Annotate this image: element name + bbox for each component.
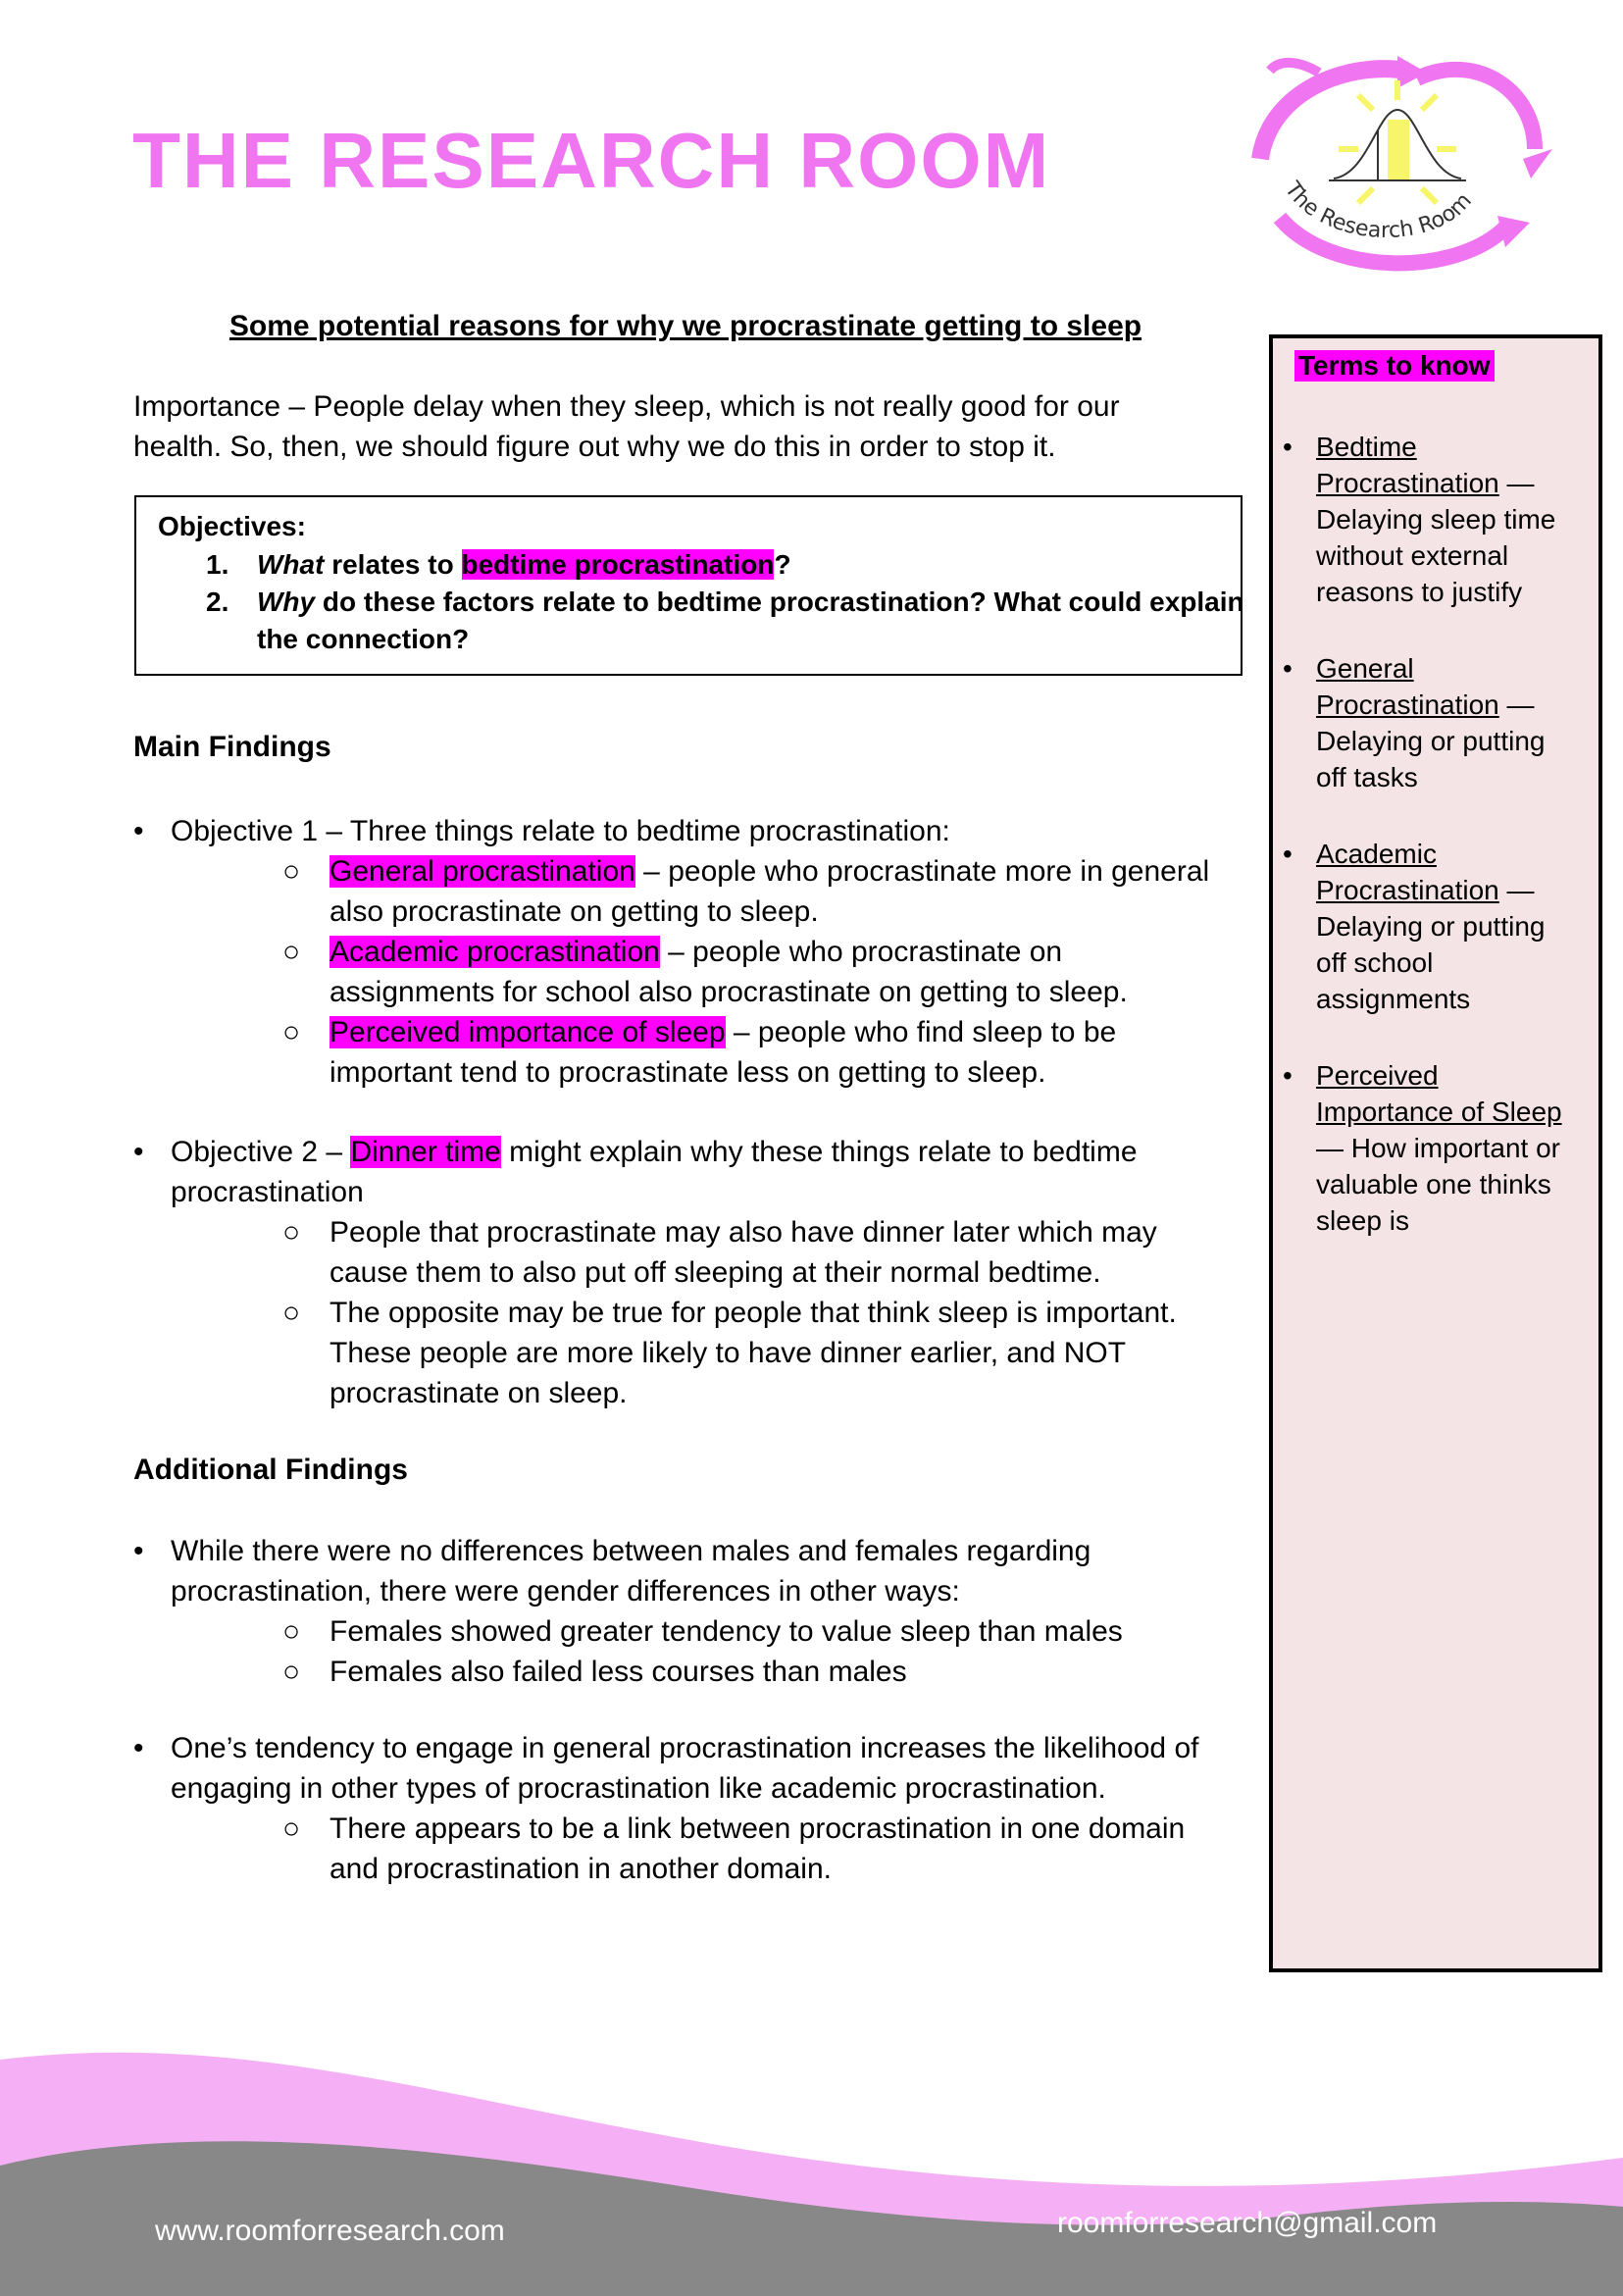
objective-text: relates to <box>324 549 462 580</box>
term-name: Perceived <box>1316 1060 1439 1091</box>
sub-bullet-text: The opposite may be true for people that think sleep is important. <box>330 1297 1177 1329</box>
sub-bullet-text: important tend to procrastinate less on getting to sleep. <box>330 1056 1046 1089</box>
sub-bullet-text: Females showed greater tendency to value sleep than males <box>330 1615 1123 1648</box>
sub-bullet-text: – people who procrastinate more in general <box>634 855 1210 888</box>
term-definition: off school <box>1316 947 1434 978</box>
bullet-text: procrastination, there were gender differences in other ways: <box>171 1575 960 1607</box>
main-findings-heading: Main Findings <box>133 731 331 763</box>
highlight-term: Perceived importance of sleep <box>330 1016 726 1048</box>
term-definition: sleep is <box>1316 1205 1409 1236</box>
highlight-term: bedtime procrastination <box>461 549 775 580</box>
highlight-term: Academic procrastination <box>330 936 660 968</box>
term-definition: Delaying or putting <box>1316 726 1546 756</box>
sub-bullet-text: These people are more likely to have dinner earlier, and NOT <box>330 1337 1127 1369</box>
sub-bullet-marker: ○ <box>282 1615 301 1648</box>
footer-website-link[interactable]: www.roomforresearch.com <box>155 2215 505 2247</box>
sub-bullet-text: also procrastinate on getting to sleep. <box>330 895 819 928</box>
sub-bullet-marker: ○ <box>282 1656 301 1688</box>
objective-text: do these factors relate to bedtime procrastination? What could explain <box>315 587 1244 617</box>
objective-number: 1. <box>206 549 229 580</box>
terms-title: Terms to know <box>1294 350 1495 382</box>
objective-number: 2. <box>206 587 229 617</box>
term-name: Academic <box>1316 839 1437 869</box>
sub-bullet-marker: ○ <box>282 1297 301 1329</box>
highlight-term: Dinner time <box>350 1136 501 1168</box>
objective-lead: What <box>257 549 325 580</box>
sub-bullet-marker: ○ <box>282 1812 301 1845</box>
bullet-dot: • <box>1283 1060 1293 1091</box>
term-name: Bedtime <box>1316 432 1417 462</box>
highlight-term: General procrastination <box>330 855 635 888</box>
bullet-text: While there were no differences between males and females regarding <box>171 1535 1091 1567</box>
importance-line: health. So, then, we should figure out why we do this in order to stop it. <box>133 431 1056 463</box>
bullet-dot: • <box>133 815 144 847</box>
sub-bullet-text: and procrastination in another domain. <box>330 1853 832 1885</box>
bullet-text: procrastination <box>171 1176 364 1208</box>
term-dash: — <box>1498 875 1535 905</box>
research-room-logo <box>1241 51 1559 286</box>
footer-email-link[interactable]: roomforresearch@gmail.com <box>1057 2207 1438 2239</box>
sub-bullet-marker: ○ <box>282 1016 301 1048</box>
term-dash: — <box>1498 468 1535 498</box>
term-name: Procrastination <box>1316 468 1499 498</box>
term-definition: off tasks <box>1316 762 1418 792</box>
sub-bullet-text: People that procrastinate may also have dinner later which may <box>330 1216 1157 1249</box>
sub-bullet-text: – people who find sleep to be <box>725 1016 1117 1048</box>
sub-bullet-text: Females also failed less courses than males <box>330 1656 907 1688</box>
sub-bullet-marker: ○ <box>282 855 301 888</box>
bullet-dot: • <box>1283 839 1293 869</box>
sub-bullet-marker: ○ <box>282 936 301 968</box>
term-definition: reasons to justify <box>1316 577 1523 607</box>
term-dash: — <box>1498 689 1535 720</box>
bullet-dot: • <box>133 1732 144 1764</box>
brand-title: THE RESEARCH ROOM <box>132 117 1051 204</box>
importance-line: Importance – People delay when they sleep, which is not really good for our <box>133 390 1120 423</box>
term-name: Procrastination <box>1316 875 1499 905</box>
term-name: Importance of Sleep <box>1316 1097 1562 1127</box>
bullet-text: One’s tendency to engage in general procrastination increases the likelihood of <box>171 1732 1199 1764</box>
sub-bullet-text: There appears to be a link between procrastination in one domain <box>330 1812 1186 1845</box>
bullet-text: might explain why these things relate to bedtime <box>500 1136 1138 1168</box>
bullet-dot: • <box>1283 432 1293 462</box>
footer-wave <box>0 2040 1623 2296</box>
importance-paragraph <box>133 386 1232 467</box>
terms-sidebar <box>1269 334 1602 1972</box>
sub-bullet-marker: ○ <box>282 1216 301 1249</box>
objectives-box <box>134 495 1243 676</box>
term-definition: Delaying or putting <box>1316 911 1546 942</box>
additional-findings-heading: Additional Findings <box>133 1454 408 1486</box>
sub-bullet-text: – people who procrastinate on <box>659 936 1063 968</box>
bullet-text: Objective 1 – Three things relate to bedtime procrastination: <box>171 815 950 847</box>
bullet-text: engaging in other types of procrastination like academic procrastination. <box>171 1772 1106 1805</box>
bullet-dot: • <box>133 1136 144 1168</box>
document-title: Some potential reasons for why we procrastinate getting to sleep <box>228 310 1142 342</box>
sub-bullet-text: cause them to also put off sleeping at their normal bedtime. <box>330 1256 1101 1289</box>
term-definition: — How important or <box>1316 1133 1560 1163</box>
term-definition: without external <box>1316 540 1509 571</box>
objectives-heading: Objectives: <box>158 511 306 541</box>
logo-text: The Research Room <box>1279 178 1477 244</box>
sub-bullet-text: assignments for school also procrastinate on getting to sleep. <box>330 976 1128 1008</box>
term-name: Procrastination <box>1316 689 1499 720</box>
term-definition: valuable one thinks <box>1316 1169 1551 1199</box>
term-name: General <box>1316 653 1414 684</box>
term-definition: assignments <box>1316 984 1471 1014</box>
bullet-text: Objective 2 – <box>171 1136 351 1168</box>
bullet-dot: • <box>133 1535 144 1567</box>
term-definition: Delaying sleep time <box>1316 504 1556 535</box>
sub-bullet-text: procrastinate on sleep. <box>330 1377 628 1409</box>
objective-lead: Why <box>257 587 316 617</box>
objective-text: the connection? <box>257 624 470 654</box>
bullet-dot: • <box>1283 653 1293 684</box>
objective-text: ? <box>774 549 791 580</box>
